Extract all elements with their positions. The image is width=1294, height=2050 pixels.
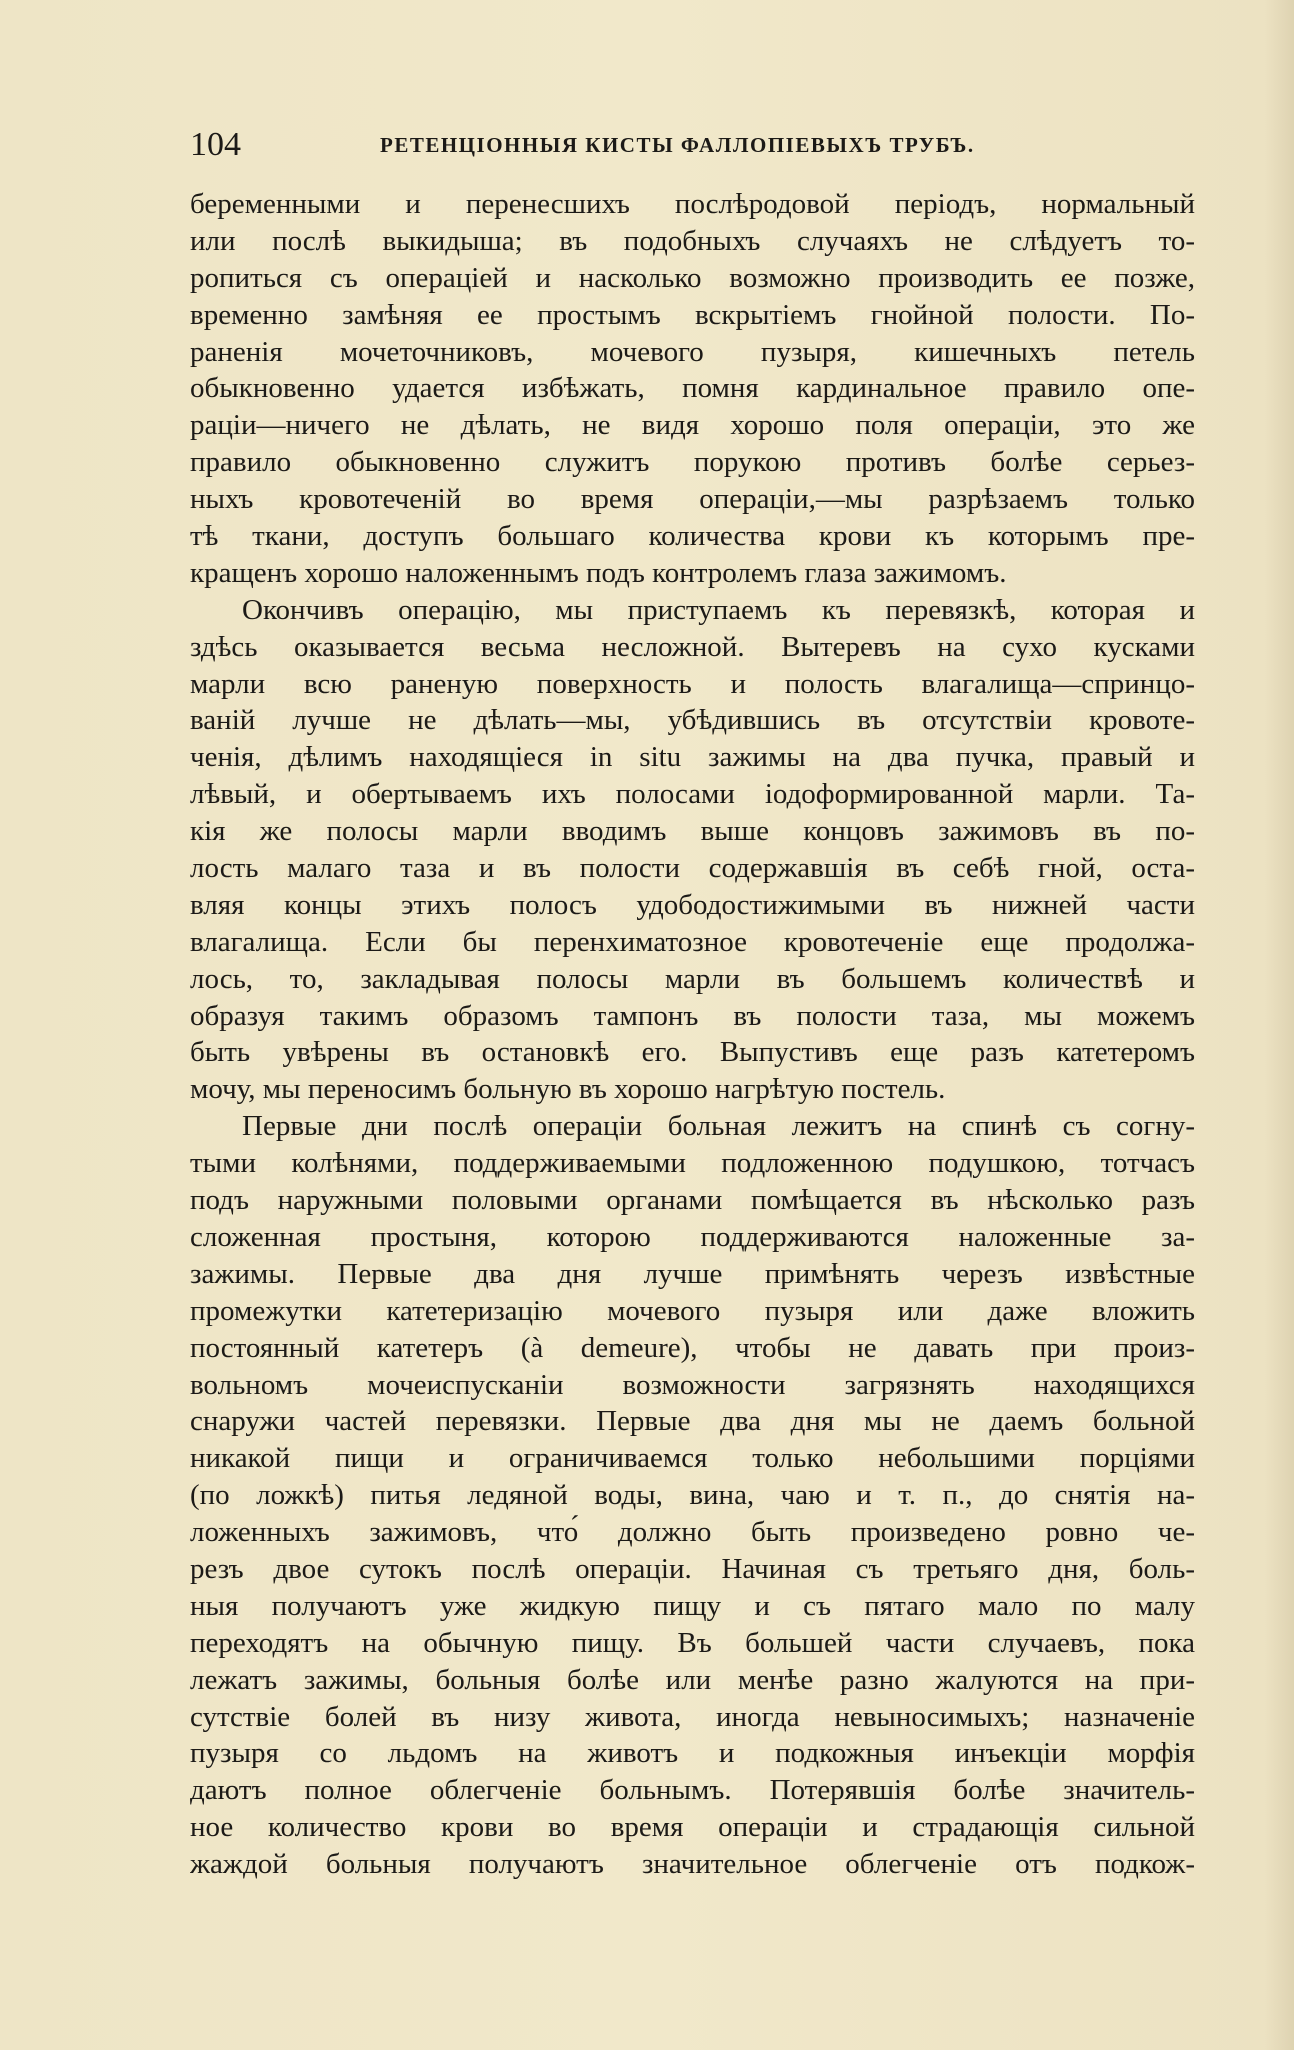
text-line: резъ двое сутокъ послѣ операціи. Начиная съ третьяго дня, боль- bbox=[190, 1552, 1195, 1585]
text-line: ропиться съ операціей и насколько возможно производить ее позже, bbox=[190, 261, 1195, 294]
text-line: жаждой больныя получаютъ значительное облегченіе отъ подкож- bbox=[190, 1848, 1195, 1881]
text-line: Окончивъ операцію, мы приступаемъ къ перевязкѣ, которая и bbox=[242, 593, 1195, 626]
text-line: лось, то, закладывая полосы марли въ большемъ количествѣ и bbox=[190, 962, 1195, 995]
text-line: лѣвый, и обертываемъ ихъ полосами іодоформированной марли. Та- bbox=[190, 778, 1195, 811]
text-line: здѣсь оказывается весьма несложной. Вытеревъ на сухо кусками bbox=[190, 630, 1195, 663]
running-head: РЕТЕНЦІОННЫЯ КИСТЫ ФАЛЛОПІЕВЫХЪ ТРУБЪ. bbox=[380, 133, 975, 157]
text-line: подъ наружными половыми органами помѣщается въ нѣсколько разъ bbox=[190, 1184, 1195, 1217]
text-line: беременными и перенесшихъ послѣродовой періодъ, нормальный bbox=[190, 188, 1195, 220]
text-line: влагалища. Если бы перенхиматозное кровотеченіе еще продолжа- bbox=[190, 925, 1195, 958]
text-line: промежутки катетеризацію мочевого пузыря или даже вложить bbox=[190, 1294, 1195, 1327]
text-line: лежатъ зажимы, больныя болѣе или менѣе разно жалуются на при- bbox=[190, 1663, 1195, 1696]
text-line: переходятъ на обычную пищу. Въ большей части случаевъ, пока bbox=[190, 1626, 1195, 1659]
text-line: зажимы. Первые два дня лучше примѣнять черезъ извѣстные bbox=[190, 1257, 1195, 1290]
text-line: образуя такимъ образомъ тампонъ въ полости таза, мы можемъ bbox=[190, 999, 1195, 1032]
text-line: Первые дни послѣ операціи больная лежитъ на спинѣ съ согну- bbox=[242, 1110, 1195, 1143]
text-line: ное количество крови во время операціи и страдающія сильной bbox=[190, 1811, 1195, 1844]
page-header bbox=[190, 120, 1195, 170]
text-line: пузыря со льдомъ на животъ и подкожныя инъекціи морфія bbox=[190, 1737, 1195, 1770]
text-line: временно замѣняя ее простымъ вскрытіемъ гнойной полости. По- bbox=[190, 298, 1195, 331]
text-line: правило обыкновенно служитъ порукою противъ болѣе серьез- bbox=[190, 446, 1195, 479]
text-line: кія же полосы марли вводимъ выше концовъ зажимовъ въ по- bbox=[190, 815, 1195, 848]
text-line: ваній лучше не дѣлать—мы, убѣдившись въ отсутствіи кровоте- bbox=[190, 704, 1195, 737]
text-line: ныхъ кровотеченій во время операціи,—мы разрѣзаемъ только bbox=[190, 483, 1195, 516]
text-line: ложенныхъ зажимовъ, что́ должно быть произведено ровно че- bbox=[190, 1516, 1195, 1549]
text-line: тѣ ткани, доступъ большаго количества крови къ которымъ пре- bbox=[190, 520, 1195, 553]
text-line: раненія мочеточниковъ, мочевого пузыря, кишечныхъ петель bbox=[190, 335, 1195, 368]
text-line: вляя концы этихъ полосъ удободостижимыми въ нижней части bbox=[190, 888, 1195, 921]
text-line: лость малаго таза и въ полости содержавшія въ себѣ гной, оста- bbox=[190, 852, 1195, 885]
text-line: обыкновенно удается избѣжать, помня кардинальное правило опе- bbox=[190, 372, 1195, 405]
text-line: (по ложкѣ) питья ледяной воды, вина, чаю и т. п., до снятія на- bbox=[190, 1479, 1195, 1512]
text-line: мочу, мы переносимъ больную въ хорошо нагрѣтую постель. bbox=[190, 1073, 946, 1106]
page-number: 104 bbox=[190, 126, 241, 163]
text-line: даютъ полное облегченіе больнымъ. Потерявшія болѣе значитель- bbox=[190, 1774, 1195, 1807]
text-line: сутствіе болей въ низу живота, иногда невыносимыхъ; назначеніе bbox=[190, 1700, 1195, 1733]
text-line: марли всю раненую поверхность и полость влагалища—спринцо- bbox=[190, 667, 1195, 700]
body-text bbox=[190, 186, 1195, 1883]
text-line: кращенъ хорошо наложеннымъ подъ контролемъ глаза зажимомъ. bbox=[190, 556, 1007, 589]
text-line: тыми колѣнями, поддерживаемыми подложенною подушкою, тотчасъ bbox=[190, 1147, 1195, 1180]
page-edge-shadow bbox=[1264, 0, 1294, 2050]
text-line: ныя получаютъ уже жидкую пищу и съ пятаго мало по малу bbox=[190, 1589, 1195, 1622]
text-line: быть увѣрены въ остановкѣ его. Выпустивъ еще разъ катетеромъ bbox=[190, 1036, 1195, 1069]
text-line: раціи—ничего не дѣлать, не видя хорошо поля операціи, это же bbox=[190, 409, 1195, 442]
text-line: или послѣ выкидыша; въ подобныхъ случаяхъ не слѣдуетъ то- bbox=[190, 224, 1195, 257]
text-line: сложенная простыня, которою поддерживаются наложенные за- bbox=[190, 1220, 1195, 1253]
text-line: вольномъ мочеиспусканіи возможности загрязнять находящихся bbox=[190, 1368, 1195, 1401]
text-line: никакой пищи и ограничиваемся только небольшими порціями bbox=[190, 1442, 1195, 1475]
text-line: ченія, дѣлимъ находящіеся in situ зажимы на два пучка, правый и bbox=[190, 741, 1195, 774]
text-line: постоянный катетеръ (à demeure), чтобы не давать при произ- bbox=[190, 1331, 1195, 1364]
text-line: снаружи частей перевязки. Первые два дня мы не даемъ больной bbox=[190, 1405, 1195, 1438]
